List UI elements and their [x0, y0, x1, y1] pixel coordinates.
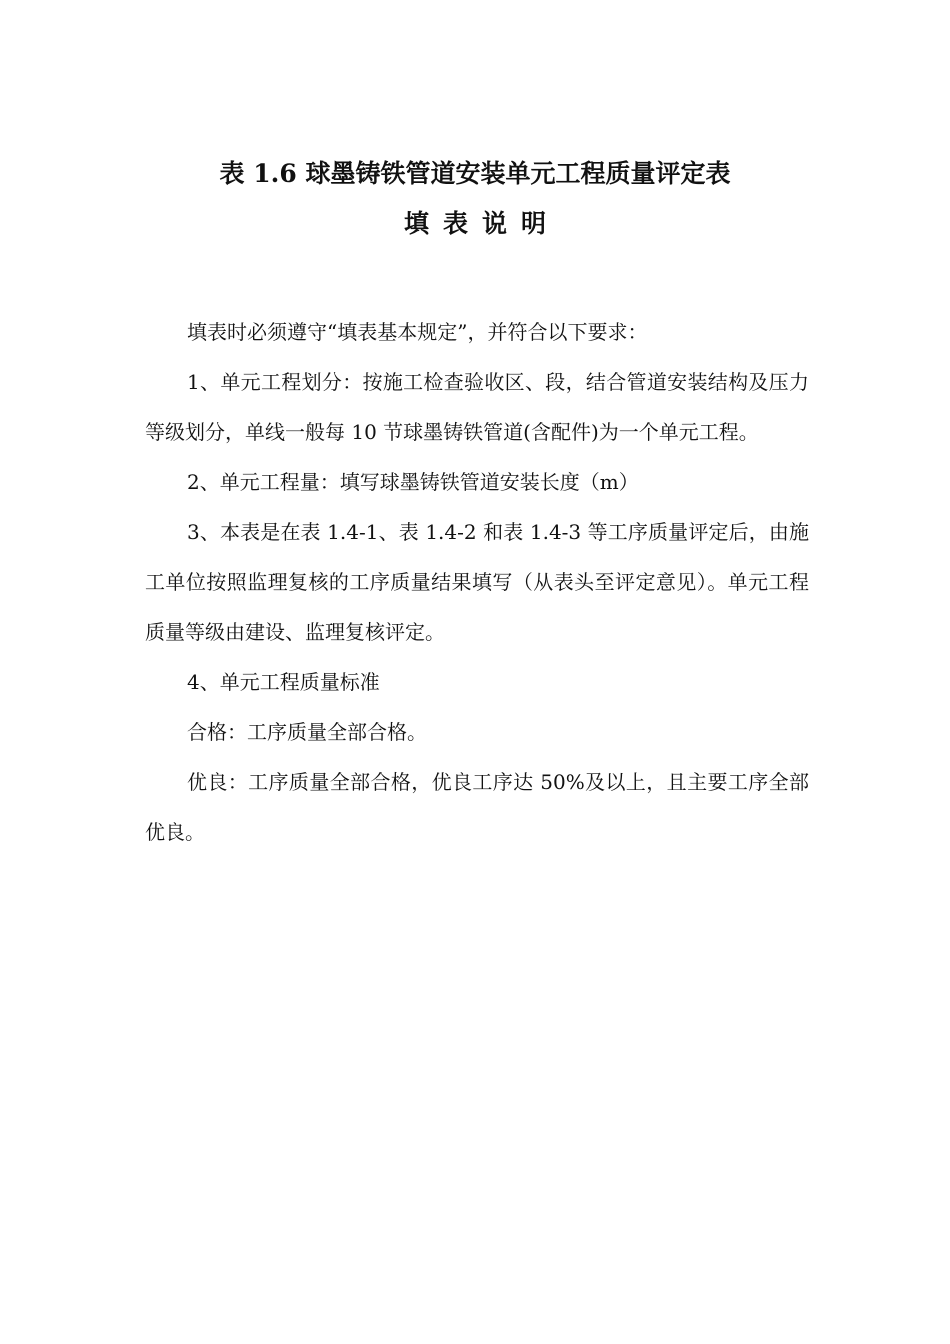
paragraph-item-3: 3、本表是在表 1.4-1、表 1.4-2 和表 1.4-3 等工序质量评定后，由施工单位按照监理复核的工序质量结果填写（从表头至评定意见）。单元工程质量等级由建设、监理复核评定。	[145, 520, 809, 644]
paragraph-intro: 填表时必须遵守“填表基本规定”，并符合以下要求：	[187, 320, 648, 344]
instructions-body	[145, 307, 809, 857]
paragraph-item-1: 1、单元工程划分：按施工检查验收区、段，结合管道安装结构及压力等级划分，单线一般每 10 节球墨铸铁管道(含配件)为一个单元工程。	[145, 370, 809, 444]
paragraph-qualified: 合格：工序质量全部合格。	[187, 720, 427, 744]
paragraph-item-4: 4、单元工程质量标准	[187, 670, 380, 694]
document-title: 表 1.6 球墨铸铁管道安装单元工程质量评定表	[219, 159, 731, 188]
document-subtitle: 填表说明	[403, 209, 560, 238]
paragraph-excellent: 优良：工序质量全部合格，优良工序达 50%及以上，且主要工序全部优良。	[145, 770, 809, 844]
paragraph-item-2: 2、单元工程量：填写球墨铸铁管道安装长度（m）	[187, 470, 639, 494]
